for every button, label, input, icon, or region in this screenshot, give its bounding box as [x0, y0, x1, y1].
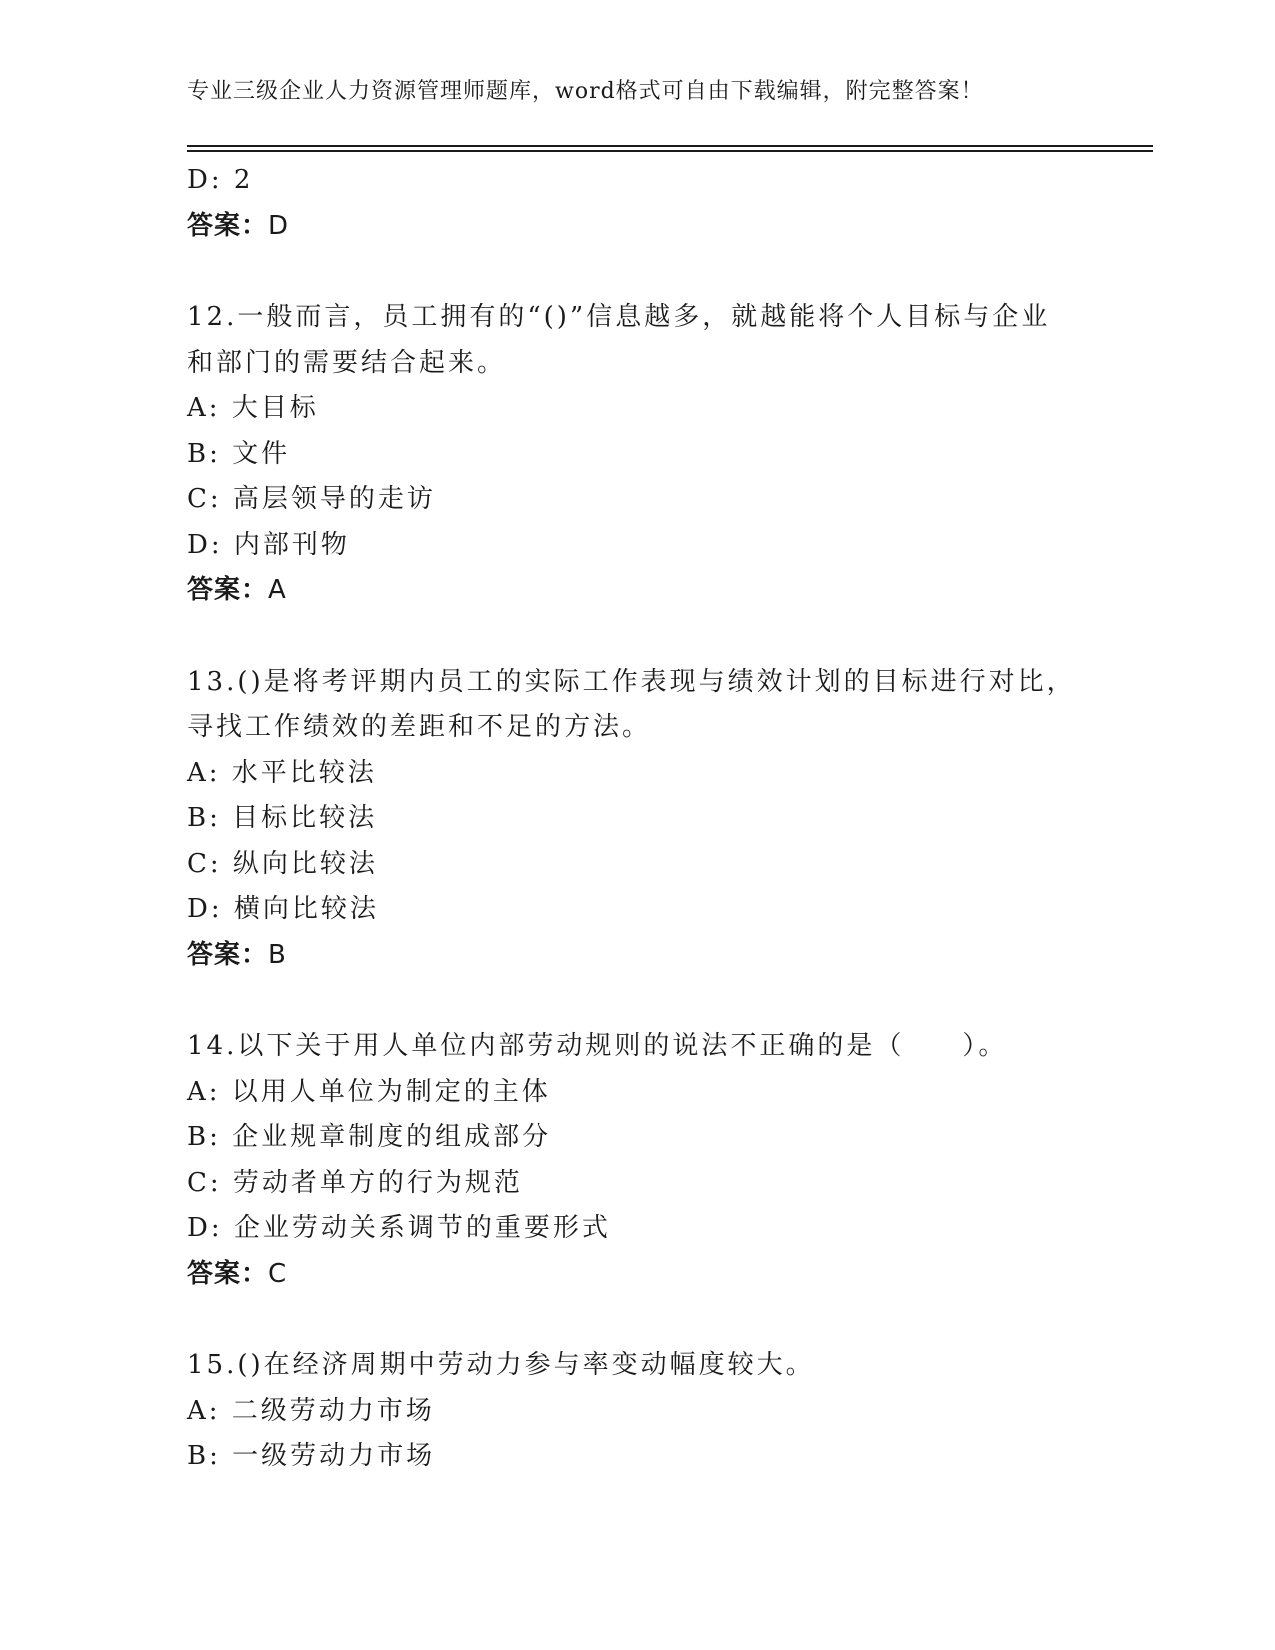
- option-c: C: 纵向比较法: [187, 848, 378, 879]
- option-b: B: 企业规章制度的组成部分: [187, 1122, 552, 1152]
- answer-label: 答案：: [187, 210, 269, 241]
- answer-value: D: [268, 210, 290, 241]
- question-stem-line: 15.()在经济周期中劳动力参与率变动幅度较大。: [187, 1350, 815, 1380]
- answer-value: B: [268, 939, 287, 970]
- option-a: A: 大目标: [187, 393, 319, 423]
- answer-label: 答案：: [187, 575, 269, 605]
- answer-label: 答案：: [187, 939, 269, 970]
- answer-value: A: [268, 575, 287, 605]
- option-b: B: 文件: [187, 438, 291, 469]
- question-block: [187, 1343, 1087, 1480]
- question-list: [187, 158, 1087, 1480]
- question-stem-line: 12.一般而言，员工拥有的“()”信息越多，就越能将个人目标与企业: [187, 302, 1051, 332]
- option-d: D: 2: [187, 165, 254, 195]
- option-b: B: 目标比较法: [187, 803, 378, 833]
- answer-value: C: [268, 1258, 288, 1289]
- option-a: A: 水平比较法: [187, 757, 377, 788]
- question-block: [187, 1024, 1087, 1297]
- option-c: C: 高层领导的走访: [187, 484, 436, 514]
- option-d: D: 内部刊物: [187, 529, 350, 560]
- option-a: A: 二级劳动力市场: [187, 1395, 435, 1426]
- option-d: D: 横向比较法: [187, 894, 379, 924]
- header-rule-top: [187, 145, 1153, 147]
- option-c: C: 劳动者单方的行为规范: [187, 1167, 523, 1198]
- question-stem-line: 13.()是将考评期内员工的实际工作表现与绩效计划的目标进行对比，: [187, 666, 1076, 697]
- answer-line: [187, 204, 1087, 250]
- question-stem-line: 寻找工作绩效的差距和不足的方法。: [187, 712, 652, 742]
- question-stem-line: 14.以下关于用人单位内部劳动规则的说法不正确的是（ ）。: [187, 1031, 1008, 1061]
- option-a: A: 以用人单位为制定的主体: [187, 1076, 551, 1107]
- question-block: [187, 295, 1087, 614]
- answer-line: [187, 933, 1087, 979]
- answer-line: [187, 568, 1087, 614]
- option-d: D: 企业劳动关系调节的重要形式: [187, 1213, 611, 1243]
- question-block: [187, 660, 1087, 979]
- option-b: B: 一级劳动力市场: [187, 1441, 436, 1471]
- page-header: 专业三级企业人力资源管理师题库，word格式可自由下载编辑，附完整答案！: [187, 79, 984, 104]
- answer-label: 答案：: [187, 1258, 269, 1289]
- header-rule-bottom: [187, 150, 1153, 152]
- answer-line: [187, 1252, 1087, 1298]
- question-block: [187, 158, 1087, 249]
- question-stem-line: 和部门的需要结合起来。: [187, 347, 507, 378]
